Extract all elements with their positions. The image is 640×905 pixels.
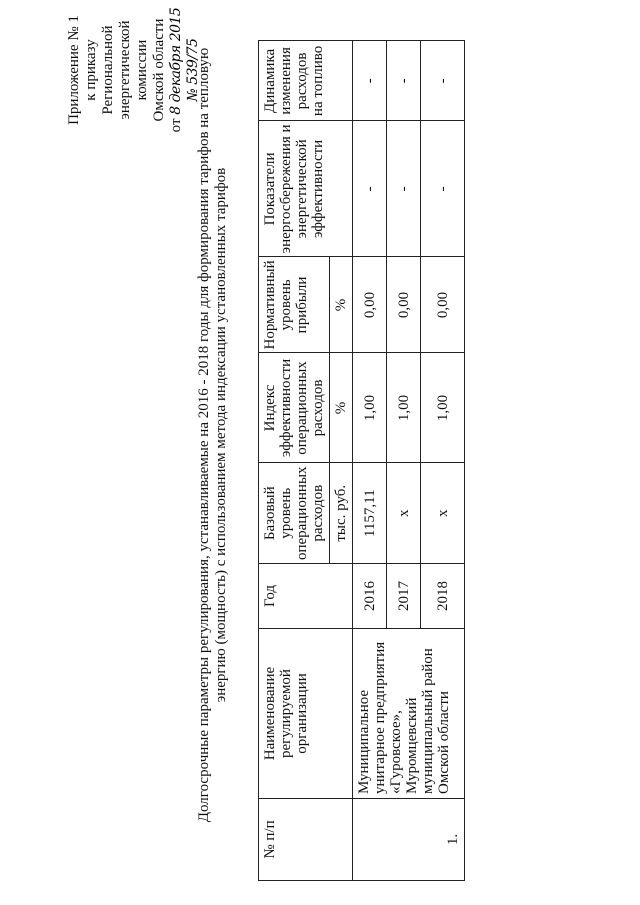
cell-base: 1157,11 bbox=[353, 463, 387, 564]
cell-energy: - bbox=[353, 121, 387, 257]
header-org: Наименование регулируемой организации bbox=[259, 629, 353, 799]
org-name: Муниципальное унитарное предприятия «Гуровское», Муромцевский муниципальный район Омской области bbox=[353, 629, 465, 799]
title-line-1: Долгосрочные параметры регулирования, устанавливаемые на 2016 - 2018 годы для формирования тарифов на тепловую bbox=[196, 47, 212, 823]
cell-energy: - bbox=[421, 121, 465, 257]
cell-index: 1,00 bbox=[353, 353, 387, 463]
header-profit: Нормативный уровень прибыли bbox=[259, 257, 330, 353]
header-row bbox=[259, 41, 330, 881]
cell-profit: 0,00 bbox=[421, 257, 465, 353]
cell-profit: 0,00 bbox=[387, 257, 421, 353]
handwritten-number: № 539/75 bbox=[185, 38, 201, 102]
cell-energy: - bbox=[387, 121, 421, 257]
appendix-header bbox=[66, 5, 202, 135]
unit-base: тыс. руб. bbox=[330, 463, 353, 564]
cell-year: 2017 bbox=[387, 564, 421, 629]
cell-year: 2016 bbox=[353, 564, 387, 629]
org-number: 1. bbox=[353, 799, 465, 881]
unit-profit: % bbox=[330, 257, 353, 353]
cell-fuel: - bbox=[387, 41, 421, 121]
appendix-number: Приложение № 1 bbox=[66, 15, 82, 125]
cell-index: 1,00 bbox=[421, 353, 465, 463]
table-row bbox=[353, 41, 387, 881]
date-prefix: от bbox=[168, 118, 184, 133]
header-num: № п/п bbox=[259, 799, 353, 881]
unit-index: % bbox=[330, 353, 353, 463]
cell-index: 1,00 bbox=[387, 353, 421, 463]
header-fuel: Динамика изменения расходов на топливо bbox=[259, 41, 353, 121]
cell-fuel: - bbox=[421, 41, 465, 121]
header-year: Год bbox=[259, 564, 353, 629]
header-energy: Показатели энергосбережения и энергетической эффективности bbox=[259, 121, 353, 257]
title-line-2: энергию (мощность) с использованием метода индексации установленных тарифов bbox=[213, 167, 229, 703]
cell-fuel: - bbox=[353, 41, 387, 121]
document-title bbox=[196, 5, 230, 865]
appendix-region: Омской области bbox=[151, 18, 167, 122]
cell-year: 2018 bbox=[421, 564, 465, 629]
header-base: Базовый уровень операционных расходов bbox=[259, 463, 330, 564]
cell-base: х bbox=[421, 463, 465, 564]
handwritten-date: 8 декабря 2015 bbox=[168, 7, 184, 115]
cell-profit: 0,00 bbox=[353, 257, 387, 353]
header-index: Индекс эффективности операционных расходов bbox=[259, 353, 330, 463]
appendix-order-ref: к приказу Региональной bbox=[83, 25, 116, 115]
cell-base: х bbox=[387, 463, 421, 564]
appendix-commission: энергетической комиссии bbox=[117, 20, 150, 120]
parameters-table bbox=[258, 40, 465, 881]
